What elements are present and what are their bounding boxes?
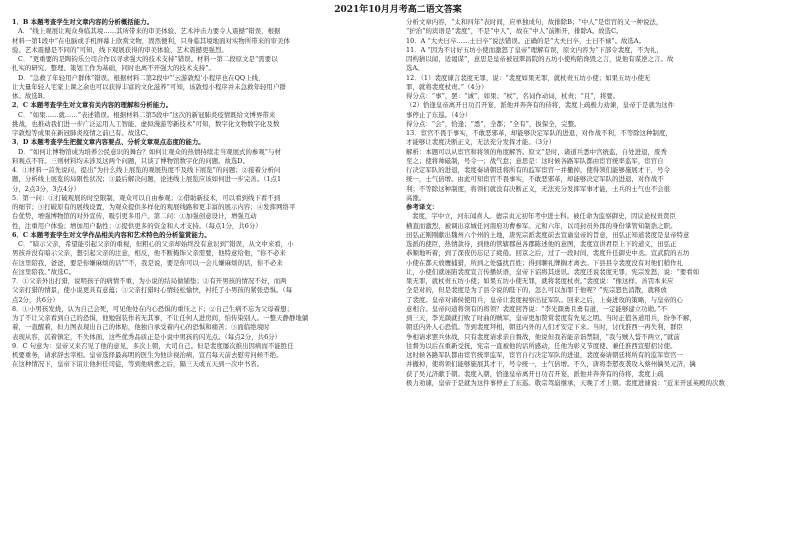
text-line: 选派的使臣，热情款待，到他的管辖郡邑各郡陈述他的意图，裴度宣讲君臣上下的道义，田弘正 [406, 240, 677, 248]
text-line: 这时候各路军队都由宦官统率监军，宦官自行决定军队的进退，裴度奏请朝廷将所有的监军宦官一 [406, 351, 683, 359]
text-line: 分析文章内容，“太和四年”表时间，应单独成句，故排除B；“中人”是宦官的又一种说法， [406, 18, 663, 26]
text-line: 朝廷内外人心恐慌。等到裴度拜相，朝廷内外的人们才安定下来。当时，讨伐淮西一再失利，群臣 [406, 323, 683, 332]
text-line: 5．第一问：①打破观展的时空限制，观众可以自由参观；②借助新技术，可以看到线下看不到 [12, 193, 281, 202]
text-line: 小使在都天放鹰捕猎，所到之处骚扰百姓；得到聊礼牌搁才离去。下县县令裴度没有对他们稍作礼 [406, 258, 683, 267]
text-line: 的细节；③打破原有的展线设置，为观众提供多样化的观展线路和更丰富的展示内容；④发挥网络平 [12, 203, 296, 211]
text-line: 全是对的，但是裴度是为了县令说的陛下的，怎么可以加罪于他呢？”宪宗怒色消散，就释放 [406, 286, 667, 295]
text-line: 选A。 [406, 64, 424, 73]
text-line: 往督为以后在重新受抚，宪宗一直被他的话所感动，任他为彰义节度使、兼任淮西宣慰招讨使。 [406, 341, 677, 350]
text-line: 挑战，也推动我们进一步广泛运用人工智能、虚拟漫游等新技术”可知，数字化文物数字化及数 [12, 119, 280, 128]
text-line: 横直而激烈，被调出京城任河南府功曹参军。元和六年，以司封员外郎的身份掌管知制诰之职。 [406, 221, 677, 230]
text-line: 题，分析线上展览的局限性状况；③最后解决问题，论述线上展览应该如何进一步完善。（1点1 [12, 175, 282, 184]
text-line: D．“急救了年轻用户群体”错误。根据材料二第2段中“‘云游敦煌’小程序也在QQ上线， [18, 73, 265, 82]
text-line: 统一，士气倍增。由此可知宦官不畏事实，不敢恶邪革，却能够决定军队的进退，对作战不 [406, 175, 664, 184]
text-line: 果无罪，就杖责五坊小使；如果五坊小使无罪，就将裴度杖责。”裴度说：“像这样，善罚本来应 [406, 277, 674, 285]
text-line: 男孩并没有暗示父亲，想引起父亲的注意，相反，他不断掩饰父亲需要，他特意给他，“你不必来 [12, 249, 286, 258]
text-line: 1．B 本题考查学生对文章内容的分析概括能力。 [12, 18, 154, 26]
text-line: 至之；使将帅磁制，号令一；战气怠；意思是：这时候各路军队都由宦官统率监军，宦官自 [406, 156, 664, 165]
text-line: 材料一第1段中“在电脑或手机屏幕上欣赏文物，固然便利，只身临其境地面对实物所带来的审美体 [12, 36, 290, 45]
text-line: （2）恰逢皇帝离开日功召开宴，派他并奔奔有的侍将，裴度上疏极力劝谏，皇帝于是就为这件 [406, 101, 675, 110]
text-line: C．“如果……就……”表述错误。根据材料二第5段中“这次的新冠肺炎疫情既给文博界带来 [18, 110, 276, 119]
text-line: 裴度，字中立，河东闻喜人。德宗贞元初年考中进士科。被任命为监察御史，因议论权贵贤臣 [412, 212, 677, 221]
text-line: 让大量年轻人宅家上课之余也可以获得丰富的文化滋养”可知，该敦煌小程序并未急救年轻用户群 [12, 82, 286, 91]
text-line: 得分点：“会”，恰逢；“悉”，全都；“全有”，拔保全，完整。 [406, 119, 581, 128]
text-line: 13．宦官不畏于事实，不敢恶邪革，却能够决定军队的进退，对作战不利，不等除这种制度， [406, 129, 672, 137]
text-line: 9．C 句意为：皇帝又来召见了他的意见，多次上朝，大司自己。但是裴度屡次推出因病而不能胜任 [12, 341, 294, 350]
text-line: C．“暗示父亲，希望能引起父亲的重视，但粗心的父亲却始终没有意识到”错误，从文中来看，小 [18, 240, 294, 248]
text-line: 解析：本题可以从宦官和将领的角度解答。原文“是时，诸道兵悉中宫统监，自处进退，废秀 [406, 147, 667, 156]
text-line: 在这种情况下，皇帝下诏让他担任司徒，等到他病愈之后，隔三天或五天到一次中书省。 [12, 360, 264, 369]
text-line: C．“更重要的是陶钧乐公司合作以寻求强大的技术支持”错误。材料一第二段原文是“需要以 [18, 55, 278, 63]
text-line: 7．①父亲外出打猎，说明孩子的病情不重，为小说的结局做铺垫；②有开男孩的情况不好，而两 [12, 277, 287, 285]
left-column [12, 18, 392, 558]
text-line: 意相合。皇帝问道将领有的将领？裴度回答说：“李光颜勇且勇有道，一定能够建立功勋。”不 [406, 304, 668, 313]
text-line: A．“线上观展让观众身临其境……其所带来的审美体验、艺术冲击力要令人震撼”错误，根据 [18, 27, 281, 36]
text-line: 6．C 本题考查学生对文学作品相关内容和艺术特色的分析鉴赏能力。 [12, 230, 211, 239]
text-line: 得分点：“事”，罢：“诚”，如果；“杖”，名词作动词，杖责；“且”，将要。 [406, 92, 620, 100]
text-line: 让，小使们就诬陷裴度宣言传播妖语，皇帝下诏将其送讯。裴度还说裴度无罪，宪宗发怒，说：“要看如 [406, 267, 700, 276]
text-line: 10．A “大夫曰卒……士曰卒”说法错误。正确的是“大夫曰卒，士曰不禄”。故选A。 [406, 36, 646, 45]
text-line: D．“如何让博物馆成为培养公民意识的舞台？如何让观众的热情持续走当观展式的参观”与材 [18, 147, 281, 156]
text-line: 体。故选B。 [12, 92, 49, 100]
text-line: 为了不让父亲看到自己的恐惧，他勉强装作若无其事，不让任何人进房间，怕传染别人。一整天静静地躺 [12, 314, 309, 322]
text-line: 扎实的研究、整理、策划工作为基础，同时也离不开强大的技术支持”。 [12, 64, 215, 73]
text-line: 3．D 本题考查学生把握文章内容要点、分析文章观点态度的能力。 [12, 138, 205, 147]
text-line: 在这里陪我，爸爸，要是你嫌麻烦的话”“不，我是说，要是你可以一会儿嫌麻烦的话，你不必来 [12, 258, 283, 267]
text-line: 田弘正刚刚献出魏州六个州的土地，唐宪宗派裴度前去宣谕皇帝的旨意，田弘正知道裴度是皇帝特意 [406, 230, 690, 239]
text-line: 分，2点3分，3点4分） [12, 184, 80, 193]
text-line: 极力劝谏，皇帝于是就为这件事停止了东巡。敬宗驾崩继承，天晚了才上朝。裴度进谏说：“近来开延英殿的次数 [406, 378, 725, 387]
right-column [406, 18, 784, 558]
text-line: 获了吴元济献于朝。裴度入朝，恰逢皇帝离开日功召开宴，派他并奔奔有的侍将，裴度上疏 [406, 369, 664, 378]
text-line: 到三天，李光颜就打败了时曲的贼军，皇帝更加赞赏裴度有先见之明。当时正值各道用兵，纷争不解， [406, 314, 696, 322]
document-title: 2021年10月月考高二语文答案 [334, 5, 462, 15]
text-line: 表现从容，沉着镇定，不失体面，这些优秀品质正是小说中男孩的闪光点。（每点2分，共6分） [12, 332, 282, 341]
text-line: 验、艺术震撼是不同的”可知，线下观展获得的审美体验、艺术震撼更强烈。 [12, 45, 228, 54]
text-line: 料观点不符。三则材料均未涉及这两个问题，只谈了博物馆数字化的问题。故选D。 [12, 156, 250, 165]
text-line: 着，一直醒着，但力图表现出自己的体贴，他独自承受着内心的恐惧和痛苦；③面临绝境时 [12, 323, 270, 332]
text-line: 父亲打猎的情景，使小说更具有意蕴；③父亲打猎时心情轻松愉快，衬托了小男孩的紧张恐惧。（每 [12, 286, 293, 295]
text-line: 争相请求罢兵休战，只有裴度请求亲自督战，他说但我若能亲诣禁制，“我与贼人誓不两立，”就前 [406, 332, 680, 341]
text-line: 恭顺地听着，到了深夜仍忘记了疲倦。回京之后，过了一段时间，裴度升任御史中丞。宣武院的五坊 [406, 249, 690, 258]
text-line: 12．（1）裴度谏言裴度无罪，说：“裴度如果无罪，就杖责五坊小使；如果五坊小使无 [406, 73, 651, 82]
text-line: 才能够让裴度决断正义，无法充分发挥才能。（3分） [406, 138, 556, 147]
text-line: 4．①材料一首先说问，提出“为什么线上展览的观展热度不及线下展览”的问题；②接着分析问 [12, 166, 281, 174]
text-line: 性，注重用户体验；增加用户黏性；②提供更多的资金和人才支持。（每点1分，共6分） [12, 221, 262, 230]
text-line: 利；不等除这种制度，将领们就没有决断正义，无法充分发挥军事才能，士兵的士气也不会很 [406, 184, 671, 193]
text-line: 字敦煌等成果在新冠肺炎疫情之前已有。故选C。 [12, 129, 153, 137]
text-line: 因构猜以闻，适谒谋”，意思是皇帝被冠翠昌院的五坊小使构陷谗毁之言，说他有谋逆之言。故 [406, 55, 674, 63]
text-line: 并撤掉，使将领们能够施展其才干，号令统一，士气倍增。不久，唐将李愬夜袭攻入蔡州擒吴元济，擒 [406, 360, 696, 369]
text-line: 2．C 本题考查学生对文章有关内容的理解和分析能力。 [12, 101, 173, 110]
text-line: 机要重务，请求辞去宰相。皇帝选择最高明的医生为他诊视治病，宣召每天前去慰劳问候不绝。 [12, 351, 283, 359]
text-line: 了裴度。皇帝对诸侯使用兵，皇帝让裴度视察出征军队。回来之后，上奏进攻的策略，与皇帝的心 [406, 295, 683, 304]
text-line: 11．A “因为不讨好五坊小使而激怒了皇帝”理解有误，原文内容为“下部令裴度，不为礼， [406, 45, 663, 54]
two-column-body [12, 18, 784, 558]
text-line: 点2分，共6分） [12, 295, 59, 304]
text-line: 8．①小男孩发烧，认为自己会死，可见他处在内心恐惧的重压之下；②自己生病不忘为父母着想； [12, 304, 294, 313]
text-line: 高涨。 [406, 193, 426, 202]
text-line: 在这里陪我。”故选C。 [12, 267, 76, 276]
text-line: 参考译文： [406, 203, 439, 211]
text-line: “护治”的宾语是“裴度”，不是“中人”，故在“中人”前断开，排除A。故选C。 [406, 27, 623, 36]
text-line: 台优势，增强博物馆的对外宣传，吸引更多用户。第二问：①加强创意设计，增强互动 [12, 212, 257, 221]
text-line: 事停止了东巡。（4分） [406, 110, 472, 119]
text-line: 行决定军队的进退，裴度奏请朝廷将所有的监军宦官一并撤掉，使得领们能够施展才干，号令 [406, 166, 671, 174]
text-line: 罪，就将裴度杖责。”（4分） [406, 82, 488, 91]
